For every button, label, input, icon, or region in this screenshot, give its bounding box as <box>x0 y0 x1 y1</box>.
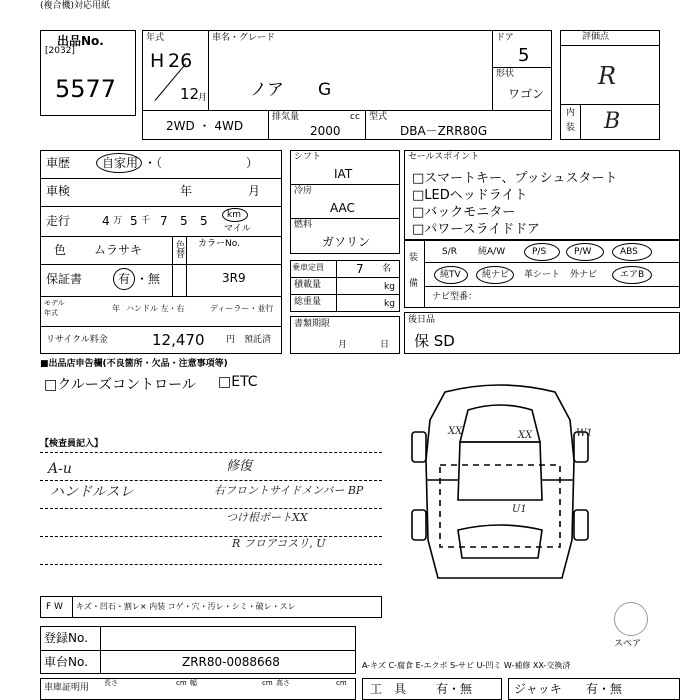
fuel-label: 燃料 <box>294 220 313 230</box>
load-label: 積載量 <box>294 280 322 290</box>
lot-number-box <box>40 30 136 116</box>
capacity-value: 7 <box>356 262 364 276</box>
damage-code-legend: A-キズ C-腐食 E-エクボ S-サビ U-凹ミ W-補修 XX-交換済 <box>362 661 571 670</box>
interior-label-2: 装 <box>566 123 576 133</box>
mileage-unit: 万 <box>113 216 123 226</box>
mileage-digit: 5 <box>200 214 208 228</box>
car-name-label: 車名・グレード <box>212 33 276 43</box>
color-change-label: 色替 <box>174 240 184 258</box>
inspector-note: R フロアコスリ, U <box>232 537 326 550</box>
year-month: 12 <box>180 85 200 103</box>
capacity-unit: 名 <box>382 264 392 274</box>
warranty-value: 有 <box>118 272 131 286</box>
remarks-value: 保 SD <box>414 332 455 350</box>
vehicle-detail-table <box>40 150 282 354</box>
inspector-note: A-u <box>48 461 72 477</box>
equipment-item: ABS <box>620 247 638 257</box>
garage-cert-label: 車庫証明用 <box>44 683 90 693</box>
aircon-label: 冷房 <box>294 186 313 196</box>
equipment-item: 純ナビ <box>482 270 510 280</box>
chassis-number: ZRR80-0088668 <box>182 655 280 669</box>
tools-label: 工 具 <box>370 682 407 696</box>
year-value: 26 <box>168 50 193 72</box>
model-year-label-2: 年式 <box>44 309 58 317</box>
capacity-label: 乗車定員 <box>292 263 324 272</box>
equipment-label-2: 備 <box>409 279 419 289</box>
history-value: 自家用 <box>102 156 139 170</box>
model-year-label-1: モデル <box>44 299 65 307</box>
model-code-label: 型式 <box>369 112 388 122</box>
aircon-value: AAC <box>330 201 355 215</box>
cert-unit: cm <box>176 679 187 687</box>
gross-weight-unit: kg <box>384 299 395 309</box>
dealer-import: ディーラー・並行 <box>210 304 274 313</box>
equipment-item: 外ナビ <box>570 270 598 280</box>
fw-damage-items: キズ・凹石・割レ× 内装 コゲ・穴・汚レ・シミ・破レ・スレ <box>76 602 296 611</box>
inspector-note: ハンドルスレ <box>50 484 134 500</box>
damage-mark: XX <box>448 426 463 437</box>
color-number-label: カラーNo. <box>198 239 240 249</box>
cert-length: 長さ <box>104 679 118 687</box>
displacement-value: 2000 <box>310 124 341 138</box>
door-value: 5 <box>518 45 530 66</box>
rating-value: R <box>598 62 617 90</box>
declaration-label: ■出品店申告欄(不良箇所・欠品・注意事項等) <box>40 359 228 369</box>
door-label: ドア <box>496 33 514 43</box>
lot-label: 出品No. <box>57 34 104 48</box>
history-other: ・（ ） <box>144 156 259 170</box>
mileage-unit-mile: マイル <box>224 224 251 234</box>
mileage-unit-km: km <box>227 210 241 220</box>
sales-point-item: □スマートキー、プッシュスタート <box>412 171 618 186</box>
displacement-label: 排気量 <box>272 112 300 122</box>
cert-unit: cm <box>336 679 347 687</box>
mileage-digit: 4 <box>102 214 110 228</box>
jack-value: 有・無 <box>586 682 623 696</box>
equipment-item: 純TV <box>440 270 461 280</box>
equipment-label-1: 装 <box>409 253 419 263</box>
inspection-label: 車検 <box>46 184 71 198</box>
equipment-item: P/S <box>532 247 547 257</box>
interior-label-1: 内 <box>566 108 576 118</box>
declaration-item: □ETC <box>218 374 258 390</box>
history-label: 車歴 <box>46 156 71 170</box>
mileage-digit: 5 <box>130 214 138 228</box>
shift-value: IAT <box>334 167 353 181</box>
warranty-label: 保証書 <box>46 272 83 286</box>
doc-deadline-month: 月 <box>338 340 348 350</box>
cert-width: 幅 <box>190 679 197 687</box>
color-number: 3R9 <box>222 271 246 285</box>
lot-number: 5577 <box>55 75 117 103</box>
year-era: H <box>150 50 165 72</box>
remarks-label: 後日品 <box>408 315 436 325</box>
inspector-note: つけ根ポートXX <box>226 511 308 524</box>
damage-mark: U1 <box>512 504 527 515</box>
handle-side: ハンドル 左・右 <box>126 304 185 313</box>
color-label: 色 <box>54 243 67 257</box>
lot-sub-number: [2032] <box>45 46 75 56</box>
mileage-unit: 千 <box>141 216 151 226</box>
shift-label: シフト <box>294 152 322 162</box>
gross-weight-label: 総重量 <box>294 297 322 307</box>
inspector-note: 右フロントサイドメンバー BP <box>214 484 364 497</box>
color-value: ムラサキ <box>94 243 143 257</box>
inspection-year-unit: 年 <box>180 184 193 198</box>
sales-point-item: □パワースライドドア <box>412 222 540 237</box>
navi-model-label: ナビ型番： <box>432 292 478 302</box>
registration-label: 登録No. <box>44 631 88 645</box>
equipment-item: エアB <box>620 270 645 280</box>
year-month-unit: 月 <box>198 93 208 103</box>
spare-label: スペア <box>614 639 642 649</box>
model-year-unit: 年 <box>112 304 120 313</box>
car-name: ノア <box>250 80 284 100</box>
load-unit: kg <box>384 282 395 292</box>
sales-point-item: □LEDヘッドライト <box>412 188 528 203</box>
car-grade: G <box>318 80 332 100</box>
recycle-deposit: 預託済 <box>244 335 272 345</box>
recycle-value: 12,470 <box>152 331 205 349</box>
shape-label: 形状 <box>496 69 515 79</box>
mileage-digit: 7 <box>160 214 168 228</box>
displacement-unit: cc <box>350 112 360 122</box>
equipment-item: P/W <box>574 247 592 257</box>
mileage-digit: 5 <box>180 214 188 228</box>
body-shape: ワゴン <box>508 87 545 101</box>
drive-options: 2WD ・ 4WD <box>166 119 244 133</box>
warranty-none: ・無 <box>136 272 161 286</box>
chassis-label: 車台No. <box>44 655 88 669</box>
interior-rating: B <box>604 109 621 134</box>
doc-deadline-label: 書類期限 <box>294 319 331 329</box>
jack-label: ジャッキ <box>514 682 562 696</box>
sales-points-label: セールスポイント <box>408 152 480 162</box>
model-code: DBA－ZRR80G <box>400 124 488 138</box>
fw-label: F W <box>46 602 63 612</box>
cert-height: 高さ <box>276 679 290 687</box>
recycle-label: リサイクル料金 <box>46 335 108 345</box>
damage-mark: XX <box>518 430 533 441</box>
tools-value: 有・無 <box>436 682 473 696</box>
spare-tire-icon <box>614 602 648 636</box>
car-damage-diagram <box>410 380 593 590</box>
recycle-unit: 円 <box>226 335 236 345</box>
declaration-item: □クルーズコントロール <box>44 377 196 393</box>
inspection-month-unit: 月 <box>248 184 261 198</box>
fuel-value: ガソリン <box>322 235 371 249</box>
mileage-label: 走行 <box>46 214 71 228</box>
equipment-item: 革シート <box>524 270 561 280</box>
form-header-note: (複合機)対応用紙 <box>40 1 111 11</box>
doc-deadline-day: 日 <box>380 340 390 350</box>
inspector-label: 【検査員記入】 <box>40 439 104 449</box>
equipment-item: 純A/W <box>478 247 506 257</box>
rating-label: 評価点 <box>582 32 610 42</box>
damage-mark: W1 <box>576 428 593 439</box>
equipment-item: S/R <box>442 247 457 257</box>
inspector-note: 修復 <box>226 459 253 474</box>
year-label: 年式 <box>146 33 165 43</box>
sales-point-item: □バックモニター <box>412 205 516 220</box>
cert-unit: cm <box>262 679 273 687</box>
